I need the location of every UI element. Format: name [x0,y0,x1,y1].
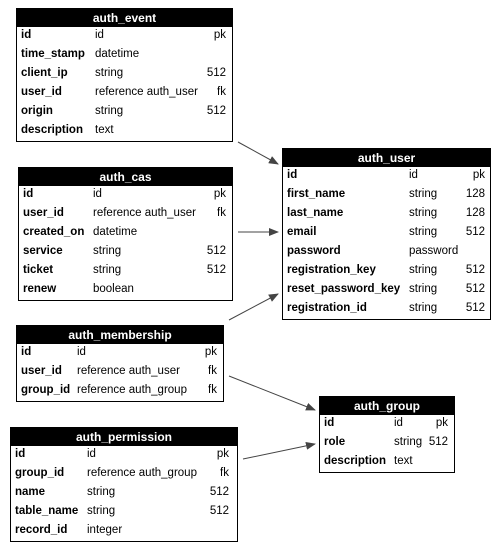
column-type: reference auth_user [93,207,196,219]
column-name: time_stamp [21,48,85,60]
column-type: string [409,264,438,276]
entity-auth-membership[interactable] [16,325,224,402]
table-row [11,465,237,484]
table-row [17,363,223,382]
column-name: id [21,29,32,41]
column-type: id [409,169,418,181]
entity-auth-cas[interactable] [18,167,233,301]
column-key: pk [216,448,229,460]
column-key: 512 [465,226,485,238]
column-name: id [23,188,34,200]
entity-title: auth_cas [19,168,232,186]
column-name: record_id [15,524,68,536]
column-key: 512 [209,505,229,517]
column-name: description [21,124,83,136]
column-type: datetime [95,48,140,60]
table-row [320,453,454,472]
edge-auth-permission-to-auth-group [243,444,315,459]
column-name: table_name [15,505,79,517]
table-row [283,300,490,319]
column-type: reference auth_user [95,86,198,98]
entity-auth-event[interactable] [16,8,233,142]
column-type: string [409,226,438,238]
column-key: 512 [209,486,229,498]
entity-auth-group[interactable] [319,396,455,473]
column-key: pk [472,169,485,181]
column-key: fk [217,86,226,98]
column-type: password [409,245,459,257]
column-type: reference auth_group [87,467,197,479]
edge-auth-membership-to-auth-group [229,376,315,410]
column-name: id [287,169,298,181]
column-type: string [409,188,438,200]
column-name: password [287,245,341,257]
column-name: role [324,436,346,448]
column-key: fk [208,384,217,396]
column-key: 512 [465,302,485,314]
column-type: string [409,207,438,219]
table-row [11,484,237,503]
column-type: string [93,264,122,276]
column-type: id [77,346,86,358]
table-row [11,522,237,541]
column-key: fk [208,365,217,377]
entity-auth-user[interactable] [282,148,491,320]
column-name: name [15,486,46,498]
column-name: service [23,245,63,257]
column-name: created_on [23,226,85,238]
column-type: id [93,188,102,200]
table-row [11,446,237,465]
column-key: 512 [465,264,485,276]
column-key: 512 [206,105,226,117]
column-name: user_id [21,86,62,98]
column-type: string [87,505,116,517]
table-row [19,262,232,281]
column-name: group_id [21,384,71,396]
column-key: fk [217,207,226,219]
column-name: registration_id [287,302,367,314]
column-name: user_id [23,207,64,219]
column-type: integer [87,524,123,536]
table-row [17,103,232,122]
column-type: id [87,448,96,460]
column-key: 128 [465,188,485,200]
column-name: id [15,448,26,460]
table-row [283,281,490,300]
column-key: pk [204,346,217,358]
table-row [320,415,454,434]
entity-title: auth_group [320,397,454,415]
column-type: id [95,29,104,41]
column-name: group_id [15,467,65,479]
column-name: origin [21,105,53,117]
column-name: reset_password_key [287,283,401,295]
table-row [19,281,232,300]
table-row [283,167,490,186]
edge-auth-event-to-auth-user [238,142,278,164]
column-key: fk [220,467,229,479]
column-type: string [95,67,124,79]
table-row [283,186,490,205]
table-row [283,205,490,224]
column-key: pk [213,29,226,41]
table-row [17,344,223,363]
entity-title: auth_event [17,9,232,27]
column-type: reference auth_group [77,384,187,396]
table-row [17,382,223,401]
column-type: string [394,436,423,448]
column-name: id [324,417,335,429]
table-row [283,262,490,281]
column-name: renew [23,283,57,295]
column-name: email [287,226,317,238]
column-key: 512 [206,245,226,257]
table-row [17,46,232,65]
entity-title: auth_membership [17,326,223,344]
column-key: 512 [206,264,226,276]
column-type: string [409,302,438,314]
column-key: 128 [465,207,485,219]
column-key: pk [435,417,448,429]
column-name: id [21,346,32,358]
column-type: id [394,417,403,429]
table-row [17,27,232,46]
column-type: boolean [93,283,134,295]
entity-title: auth_user [283,149,490,167]
entity-title: auth_permission [11,428,237,446]
column-type: reference auth_user [77,365,180,377]
column-key: 512 [428,436,448,448]
column-type: text [95,124,114,136]
table-row [17,84,232,103]
column-type: datetime [93,226,138,238]
table-row [19,205,232,224]
table-row [11,503,237,522]
column-type: string [93,245,122,257]
column-type: string [87,486,116,498]
table-row [17,65,232,84]
column-type: text [394,455,413,467]
edge-auth-membership-to-auth-user [229,294,278,320]
column-name: first_name [287,188,346,200]
column-key: pk [213,188,226,200]
table-row [283,243,490,262]
column-name: last_name [287,207,344,219]
column-name: description [324,455,386,467]
column-type: string [95,105,124,117]
column-key: 512 [206,67,226,79]
column-type: string [409,283,438,295]
table-row [320,434,454,453]
table-row [17,122,232,141]
column-key: 512 [465,283,485,295]
entity-auth-permission[interactable] [10,427,238,542]
table-row [19,224,232,243]
column-name: user_id [21,365,62,377]
table-row [19,243,232,262]
column-name: client_ip [21,67,68,79]
column-name: registration_key [287,264,376,276]
column-name: ticket [23,264,54,276]
table-row [19,186,232,205]
table-row [283,224,490,243]
